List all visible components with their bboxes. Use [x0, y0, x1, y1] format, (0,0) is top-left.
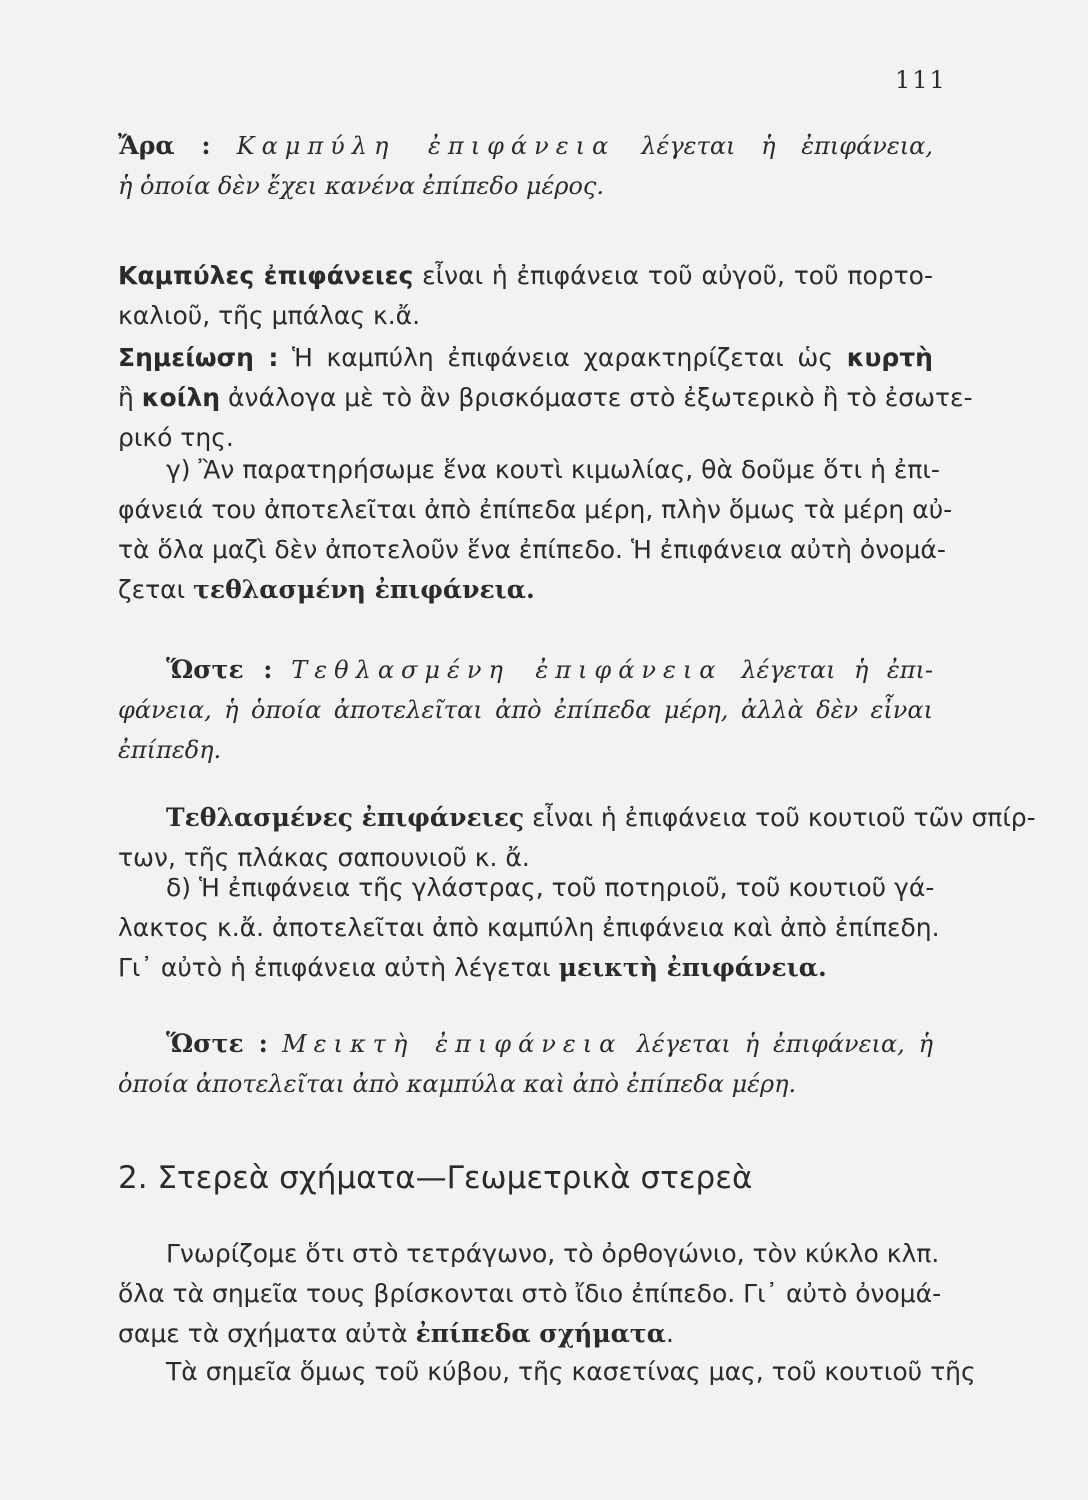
- bold-term: κοίλη: [141, 383, 221, 412]
- paragraph-d: [118, 868, 940, 988]
- paragraph-solids: [118, 1352, 976, 1392]
- text-line: καλιοῦ, τῆς μπάλας κ.ἄ.: [118, 301, 421, 330]
- note-label: Σημείωση :: [118, 343, 279, 372]
- bold-term: Καμπύλες ἐπιφάνειες: [118, 261, 414, 290]
- definition-lead: Ὥστε :: [166, 1029, 268, 1058]
- defined-term: Μεικτὴ ἐπιφάνεια: [282, 1030, 623, 1058]
- definition-line: [118, 650, 933, 690]
- text-line: γ) Ἂν παρατηρήσωμε ἕνα κουτὶ κιμωλίας, θὰ δοῦμε ὅτι ἡ ἐπι-: [166, 455, 940, 484]
- definition-line: ἐπίπεδη.: [118, 736, 222, 764]
- text-line: τὰ ὅλα μαζὶ δὲν ἀποτελοῦν ἕνα ἐπίπεδο. Ἡ ἐπιφάνεια αὐτὴ ὀνομά-: [118, 535, 946, 564]
- text-line: ὅλα τὰ σημεῖα τους βρίσκονται στὸ ἴδιο ἐπίπεδο. Γι᾿ αὐτὸ ὀνομά-: [118, 1279, 942, 1308]
- text-line: Γνωρίζομε ὅτι στὸ τετράγωνο, τὸ ὀρθογώνιο, τὸν κύκλο κλπ.: [166, 1239, 940, 1268]
- page-number: 111: [895, 66, 947, 94]
- text-span: ζεται: [118, 575, 194, 604]
- definition-line: φάνεια, ἡ ὁποία ἀποτελεῖται ἀπὸ ἐπίπεδα μέρη, ἀλλὰ δὲν εἶναι: [118, 696, 933, 724]
- definition-line: [118, 1024, 933, 1064]
- text-span: εἶναι ἡ ἐπιφάνεια τοῦ κουτιοῦ τῶν σπίρ-: [524, 803, 1036, 832]
- bold-term: μεικτὴ ἐπιφάνεια.: [558, 953, 827, 982]
- text-span: ἢ: [118, 383, 142, 412]
- defined-term: Τεθλασμένη ἐπιφάνεια: [291, 656, 723, 684]
- text-span: σαμε τὰ σχήματα αὐτὰ: [118, 1319, 416, 1348]
- text-span: .: [665, 1319, 674, 1348]
- paragraph-broken-examples: [118, 798, 1036, 878]
- definition-mixed-surface: [118, 1024, 933, 1104]
- text-line: δ) Ἡ ἐπιφάνεια τῆς γλάστρας, τοῦ ποτηριοῦ, τοῦ κουτιοῦ γά-: [166, 873, 935, 902]
- text-span: ἀνάλογα μὲ τὸ ἂν βρισκόμαστε στὸ ἐξωτερικὸ ἢ τὸ ἐσωτε-: [220, 383, 973, 412]
- section-heading: 2. Στερεὰ σχήματα—Γεωμετρικὰ στερεὰ: [118, 1160, 753, 1196]
- definition-broken-surface: [118, 650, 933, 770]
- note-paragraph: [118, 338, 973, 458]
- text-line: [118, 948, 933, 988]
- definition-line: ὁποία ἀποτελεῖται ἀπὸ καμπύλα καὶ ἀπὸ ἐπίπεδα μέρη.: [118, 1070, 797, 1098]
- definition-text: λέγεται ἡ ἐπι-: [741, 656, 934, 684]
- definition-text: λέγεται ἡ ἐπιφάνεια,: [641, 132, 933, 160]
- text-line: των, τῆς πλάκας σαπουνιοῦ κ. ἄ.: [118, 843, 530, 872]
- bold-term: ἐπίπεδα σχήματα: [415, 1319, 666, 1348]
- text-line: [118, 570, 933, 610]
- definition-lead: Ὥστε :: [166, 655, 273, 684]
- definition-text: λέγεται ἡ ἐπιφάνεια, ἡ: [636, 1030, 934, 1058]
- text-line: Τὰ σημεῖα ὅμως τοῦ κύβου, τῆς κασετίνας μας, τοῦ κουτιοῦ τῆς: [166, 1357, 976, 1386]
- text-line: [118, 1314, 933, 1354]
- bold-term: τεθλασμένη ἐπιφάνεια.: [193, 575, 535, 604]
- paragraph-curved-examples: [118, 256, 933, 336]
- definition-curved-surface: [118, 126, 933, 206]
- text-line: [118, 256, 933, 296]
- bold-term: κυρτὴ: [846, 343, 933, 372]
- definition-lead: Ἄρα :: [118, 131, 211, 160]
- definition-line: ἡ ὁποία δὲν ἔχει κανένα ἐπίπεδο μέρος.: [118, 172, 604, 200]
- definition-line: [118, 126, 933, 166]
- text-line: ρικό της.: [118, 423, 234, 452]
- text-line: φάνειά του ἀποτελεῖται ἀπὸ ἐπίπεδα μέρη, πλὴν ὅμως τὰ μέρη αὐ-: [118, 495, 953, 524]
- text-span: Γι᾿ αὐτὸ ἡ ἐπιφάνεια αὐτὴ λέγεται: [118, 953, 559, 982]
- paragraph-c: [118, 450, 953, 610]
- text-line: [118, 378, 973, 418]
- text-line: [118, 798, 1036, 838]
- paragraph-plane-figures: [118, 1234, 942, 1354]
- text-span: Ἡ καμπύλη ἐπιφάνεια χαρακτηρίζεται ὡς: [278, 343, 847, 372]
- text-line: λακτος κ.ἄ. ἀποτελεῖται ἀπὸ καμπύλη ἐπιφάνεια καὶ ἀπὸ ἐπίπεδη.: [118, 913, 940, 942]
- text-line: [118, 338, 933, 378]
- bold-term: Τεθλασμένες ἐπιφάνειες: [166, 803, 525, 832]
- text-span: εἶναι ἡ ἐπιφάνεια τοῦ αὐγοῦ, τοῦ πορτο-: [413, 261, 933, 290]
- defined-term: Καμπύλη ἐπιφάνεια: [236, 132, 616, 160]
